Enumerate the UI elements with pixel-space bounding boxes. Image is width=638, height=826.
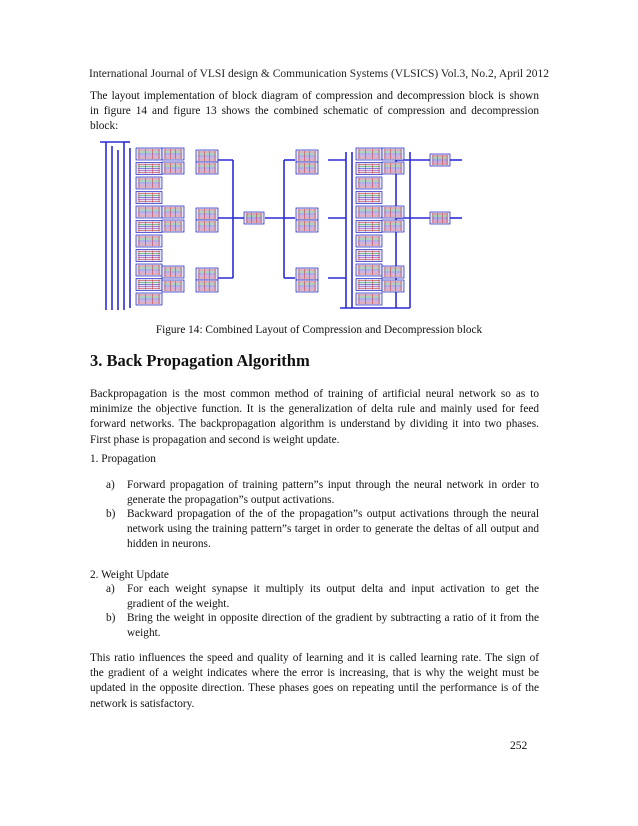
intro-paragraph: [90, 89, 539, 135]
list-line: Forward propagation of training pattern”s input through the neural network in order to: [127, 479, 539, 491]
layout-cell: [196, 162, 218, 174]
layout-cell: [296, 220, 318, 232]
layout-cell: [356, 250, 382, 262]
layout-cell: [296, 268, 318, 280]
layout-figure: [100, 138, 540, 313]
paragraph-line: Backpropagation is the most common method of training of artificial neural network so as to: [90, 388, 539, 400]
list-marker: a): [106, 479, 115, 491]
section-title: 3. Back Propagation Algorithm: [90, 351, 310, 370]
layout-cell: [382, 280, 404, 292]
layout-cell: [382, 206, 404, 218]
layout-cell: [296, 162, 318, 174]
paragraph-line: the gradient of a weight indicates where the error is increasing, that is why the weight must be: [90, 667, 539, 680]
layout-cell: [382, 148, 404, 160]
page-number: 252: [510, 740, 528, 752]
layout-cell: [162, 162, 184, 174]
intro-line: block:: [90, 120, 119, 133]
layout-cell: [162, 148, 184, 160]
paragraph-line: forward networks. The backpropagation algorithm is understand by dividing it into two phases.: [90, 418, 539, 431]
paragraph-line: First phase is propagation and second is weight update.: [90, 433, 340, 446]
layout-cell: [356, 177, 382, 189]
layout-cell: [136, 264, 162, 276]
list-marker: b): [106, 508, 116, 520]
list-line: Bring the weight in opposite direction of the gradient by subtracting a ratio of it from the: [127, 612, 539, 624]
layout-cell: [196, 208, 218, 220]
layout-cell: [356, 279, 382, 291]
layout-cell: [136, 221, 162, 233]
section-paragraph-1: [90, 387, 539, 448]
intro-line: The layout implementation of block diagram of compression and decompression block is shown: [90, 90, 539, 102]
layout-cell: [356, 221, 382, 233]
list-line: Backward propagation of the of the propagation”s output activations through the neural: [127, 508, 539, 520]
paragraph-line: minimize the objective function. It is the generalization of delta rule and mainly used for feed: [90, 403, 539, 416]
list-line: hidden in neurons.: [127, 538, 211, 551]
layout-cell: [356, 148, 382, 160]
figure-caption: Figure 14: Combined Layout of Compression and Decompression block: [155, 324, 483, 336]
layout-cell: [296, 208, 318, 220]
layout-cell: [296, 280, 318, 292]
list-line: gradient of the weight.: [127, 598, 230, 611]
list-line: For each weight synapse it multiply its output delta and input activation to get the: [127, 583, 539, 595]
layout-cell: [162, 220, 184, 232]
layout-cell: [430, 154, 450, 166]
layout-cell: [356, 206, 382, 218]
layout-cell: [136, 192, 162, 204]
layout-cell: [196, 150, 218, 162]
list-line: weight.: [127, 627, 161, 640]
list-marker: b): [106, 612, 116, 624]
paragraph-line: network is satisfactory.: [90, 697, 195, 710]
subsection-weight-update: 2. Weight Update: [90, 569, 169, 581]
layout-cell: [382, 220, 404, 232]
layout-cell: [136, 279, 162, 291]
list-line: network using the training pattern”s target in order to generate the deltas of all output and: [127, 523, 539, 536]
list-marker: a): [106, 583, 115, 595]
layout-cell: [382, 266, 404, 278]
list-line: generate the propagation”s output activations.: [127, 494, 335, 507]
layout-cell: [136, 148, 162, 160]
layout-cell: [136, 293, 162, 305]
running-head: International Journal of VLSI design & Communication Systems (VLSICS) Vol.3, No.2, April 2012: [89, 68, 549, 80]
layout-cell: [196, 280, 218, 292]
layout-cell: [196, 268, 218, 280]
subsection-propagation: 1. Propagation: [90, 453, 156, 465]
layout-cell: [136, 250, 162, 262]
layout-cell: [430, 212, 450, 224]
layout-cell: [356, 192, 382, 204]
layout-cell: [196, 220, 218, 232]
paragraph-line: updated in the opposite direction. These phases goes on repeating until the performance is of the: [90, 682, 539, 695]
paragraph-line: This ratio influences the speed and quality of learning and it is called learning rate. The sign of: [90, 652, 539, 664]
layout-cell: [136, 206, 162, 218]
layout-cell: [162, 206, 184, 218]
layout-cell: [382, 162, 404, 174]
layout-cell: [356, 163, 382, 175]
layout-cell: [136, 177, 162, 189]
layout-cell: [244, 212, 264, 224]
section-paragraph-2: [90, 651, 539, 712]
layout-cell: [136, 235, 162, 247]
layout-cell: [356, 235, 382, 247]
layout-cell: [162, 266, 184, 278]
layout-cell: [162, 280, 184, 292]
layout-cell: [356, 264, 382, 276]
layout-cell: [296, 150, 318, 162]
layout-cell: [356, 293, 382, 305]
intro-line: in figure 14 and figure 13 shows the combined schematic of compression and decompression: [90, 105, 539, 118]
layout-cell: [136, 163, 162, 175]
